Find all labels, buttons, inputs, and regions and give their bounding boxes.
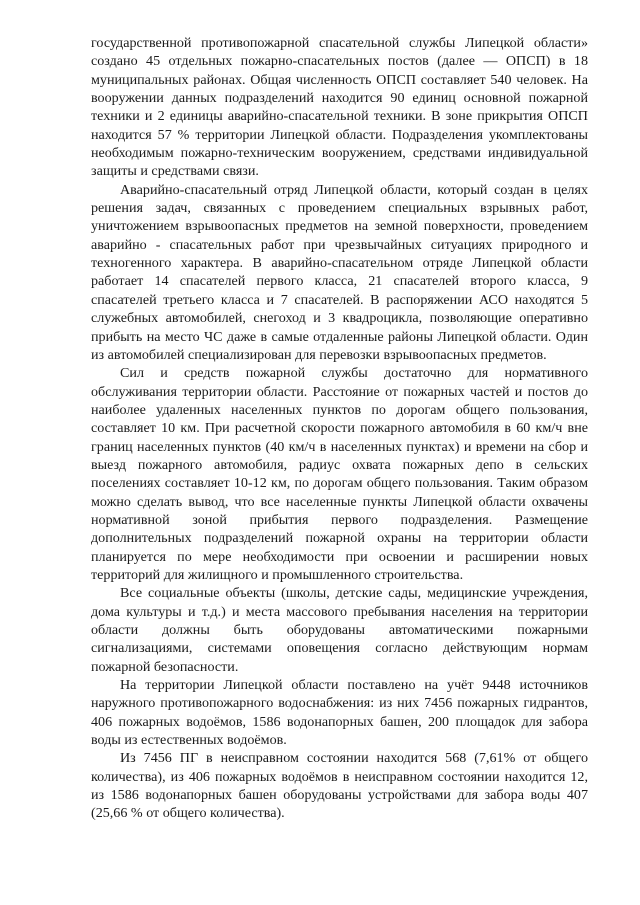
paragraph-hydrants-status: Из 7456 ПГ в неисправном состоянии находится 568 (7,61% от общего количества), из 406 пожарных водоёмов в неисправном состоянии находится 12, из 1586 водонапорных башен оборудованы устройствами для забора воды 407 (25,66 % от общего количества). bbox=[91, 750, 588, 822]
paragraph-social-objects: Все социальные объекты (школы, детские сады, медицинские учреждения, дома культуры и т.д.) и места массового пребывания населения на территории области должны быть оборудованы автоматическими пожарными сигнализациями, системами оповещения согласно действующим нормам пожарной безопасности. bbox=[91, 585, 588, 675]
paragraph-fire-service-coverage: Сил и средств пожарной службы достаточно для нормативного обслуживания территории области. Расстояние от пожарных частей и постов до наиболее удаленных населенных пунктов по дорогам общего пользования, составляет 10 км. При расчетной скорости пожарного автомобиля в 60 км/ч вне границ населенных пунктов (40 км/ч в населенных пунктах) и времени на сбор и выезд пожарного автомобиля, радиус охвата пожарных депо в сельских поселениях составляет 10-12 км, по дорогам общего пользования. Таким образом можно сделать вывод, что все населенные пункты Липецкой области охвачены нормативной зоной прибытия первого подразделения. Размещение дополнительных подразделений пожарной охраны на территории области планируется по мере необходимости при освоении и расширении новых территорий для жилищного и промышленного строительства. bbox=[91, 365, 588, 583]
paragraph-opsp: государственной противопожарной спасательной службы Липецкой области» создано 45 отдельных пожарно-спасательных постов (далее — ОПСП) в 18 муниципальных районах. Общая численность ОПСП составляет 540 человек. На вооружении данных подразделений находится 90 единиц основной пожарной техники и 2 единицы аварийно-спасательной техники. В зоне прикрытия ОПСП находится 57 % территории Липецкой области. Подразделения укомплектованы необходимым пожарно-техническим вооружением, средствами индивидуальной защиты и средствами связи. bbox=[91, 35, 588, 180]
paragraph-water-sources: На территории Липецкой области поставлено на учёт 9448 источников наружного противопожарного водоснабжения: из них 7456 пожарных гидрантов, 406 пожарных водоёмов, 1586 водонапорных башен, 200 площадок для забора воды из естественных водоёмов. bbox=[91, 677, 588, 749]
paragraph-aso: Аварийно-спасательный отряд Липецкой области, который создан в целях решения задач, связанных с проведением специальных взрывных работ, уничтожением взрывоопасных предметов на земной поверхности, проведением аварийно - спасательных работ при чрезвычайных ситуациях природного и техногенного характера. В аварийно-спасательном отряде Липецкой области работает 14 спасателей первого класса, 21 спасателей второго класса, 9 спасателей третьего класса и 7 спасателей. В распоряжении АСО находятся 5 служебных автомобилей, снегоход и 3 квадроцикла, позволяющие оперативно прибыть на место ЧС даже в самые отдаленные районы Липецкой области. Один из автомобилей специализирован для перевозки взрывоопасных предметов. bbox=[91, 181, 588, 363]
document-page bbox=[91, 34, 588, 823]
